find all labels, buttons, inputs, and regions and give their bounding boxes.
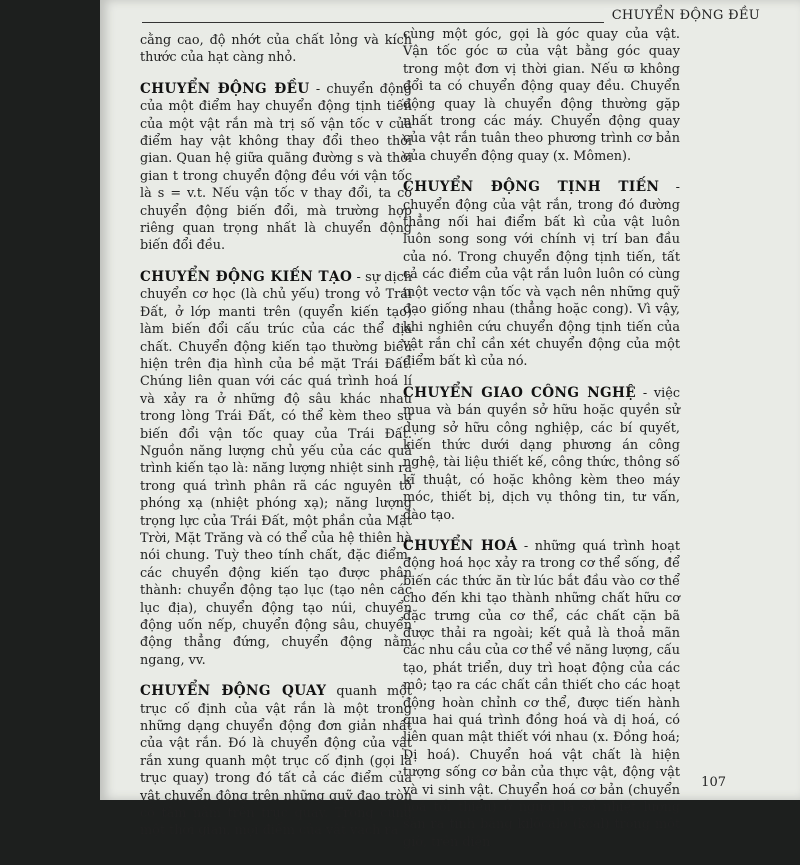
page-number: 107 <box>701 775 726 790</box>
entry-chuyen-dong-tinh-tien <box>403 179 680 370</box>
entry-body: - việc mua và bán quyền sở hữu hoặc quyền sử dụng sở hữu công nghiệp, các bí quyết, kiến thức dưới dạng phương án công nghệ, tài liệu thiết kế, công thức, thông số kĩ thuật, có hoặc không kèm theo máy móc, thiết bị, dịch vụ thông tin, tư vấn, đào tạo. <box>403 385 680 523</box>
entry-chuyen-dong-deu <box>140 81 412 255</box>
entry-chuyen-dong-quay <box>140 683 412 840</box>
entry-body: - chuyển động của vật rắn, trong đó đường thẳng nối hai điểm bất kì của vật luôn luôn song song với chính vị trí ban đầu của nó. Trong chuyển động tịnh tiến, tất cả các điểm của vật rắn luôn luôn có cùng một vectơ vận tốc và vạch nên những quỹ đạo giống nhau (thẳng hoặc cong). Vì vậy, khi nghiên cứu chuyển động tịnh tiến của vật rắn chỉ cần xét chuyển động của một điểm bất kì của nó. <box>403 180 680 370</box>
book-page <box>100 0 800 850</box>
entry-headword: CHUYỂN ĐỘNG TỊNH TIẾN <box>403 179 660 196</box>
entry-chuyen-giao-cong-nghe <box>403 385 680 524</box>
entry-body: - sự dịch chuyển cơ học (là chủ yếu) trong vỏ Trái Đất, ở lớp manti trên (quyển kiến tạo) làm biến đổi cấu trúc của các thể địa chất. Chuyển động kiến tạo thường biểu hiện trên địa hình của bề mặt Trái Đất. Chúng liên quan với các quá trình hoá lí và xảy ra ở những độ sâu khác nhau trong lòng Trái Đất, có thể kèm theo sự biến đổi vận tốc quay của Trái Đất. Nguồn năng lượng chủ yếu của các quá trình kiến tạo là: năng lượng nhiệt sinh ra trong quá trình phân rã các nguyên tố phóng xạ (nhiệt phóng xạ); năng lượng trọng lực của Trái Đất, một phần của Mặt Trời, Mặt Trăng và có thể của hệ thiên hà nói chung. Tuỳ theo tính chất, đặc điểm, các chuyển động kiến tạo được phân thành: chuyển động tạo lục (tạo nên các lục địa), chuyển động tạo núi, chuyển động uốn nếp, chuyển động sâu, chuyển động thẳng đứng, chuyển động nằm ngang, vv. <box>140 269 412 668</box>
entry-headword: CHUYỂN GIAO CÔNG NGHỆ <box>403 384 637 401</box>
right-column-intro: cùng một góc, gọi là góc quay của vật. Vận tốc góc ϖ của vật bằng góc quay trong một đơn vị thời gian. Nếu ϖ không đổi ta có chuyển động quay đều. Chuyển động quay là chuyển động thường gặp nhất trong các máy. Chuyển động quay của vật rắn tuân theo phương trình cơ bản của chuyển động quay (x. Mômen). <box>403 27 680 164</box>
entry-body: - những quá trình hoạt động hoá học xảy ra trong cơ thể sống, để biến các thức ăn từ lúc bắt đầu vào cơ thể cho đến khi tạo thành những chất hữu cơ đặc trưng của cơ thể, các chất cặn bã được thải ra ngoài; kết quả là thoả mãn các nhu cầu của cơ thể về năng lượng, cấu tạo, phát triển, duy trì hoạt động của các mô; tạo ra các chất cần thiết cho các hoạt động hoàn chỉnh cơ thể, được tiến hành qua hai quá trình đồng hoá và dị hoá, có liên quan mật thiết với nhau (x. Đồng hoá; Dị hoá). Chuyển hoá vật chất là hiện tượng sống cơ bản của thực vật, động vật và vi sinh vật. Chuyển hoá cơ bản (chuyển hoá tối thiểu) ở người là số nhiệt lượng sản ra tính bằng kilôcalo (kcal) trong một giờ, trên diện <box>403 538 680 850</box>
right-column <box>403 26 680 865</box>
left-column <box>140 32 412 854</box>
entry-headword: CHUYỂN HOÁ <box>403 537 518 554</box>
entry-chuyen-dong-kien-tao <box>140 269 412 669</box>
entry-body: - chuyển động của một điểm hay chuyển động tịnh tiến của một vật rắn mà trị số vận tốc v của điểm hay vật không thay đổi theo thời gian. Quan hệ giữa quãng đường s và thời gian t trong chuyển động đều với vận tốc là s = v.t. Nếu vận tốc v thay đổi, ta có chuyển động biến đổi, mà trường hợp riêng quan trọng nhất là chuyển động biến đổi đều. <box>140 81 412 254</box>
left-column-intro: cằng cao, độ nhớt của chất lỏng và kích thước của hạt càng nhỏ. <box>140 33 412 66</box>
entry-headword: CHUYỂN ĐỘNG KIẾN TẠO <box>140 268 353 285</box>
running-head: CHUYỂN ĐỘNG ĐỀU <box>604 8 760 23</box>
entry-chuyen-hoa <box>403 538 680 851</box>
entry-body: quanh một trục cố định của vật rắn là một trong những dạng chuyển động đơn giản nhất của vật rắn. Đó là chuyển động của vật rắn xung quanh một trục cố định (gọi là trục quay) trong đó tất cả các điểm của vật chuyển động trên những quỹ đạo tròn có tâm nằm trên trục quay. Trong cùng một thời gian, mọi điểm của vật vạch ra <box>140 684 412 839</box>
entry-headword: CHUYỂN ĐỘNG ĐỀU <box>140 80 310 97</box>
entry-headword: CHUYỂN ĐỘNG QUAY <box>140 683 327 700</box>
